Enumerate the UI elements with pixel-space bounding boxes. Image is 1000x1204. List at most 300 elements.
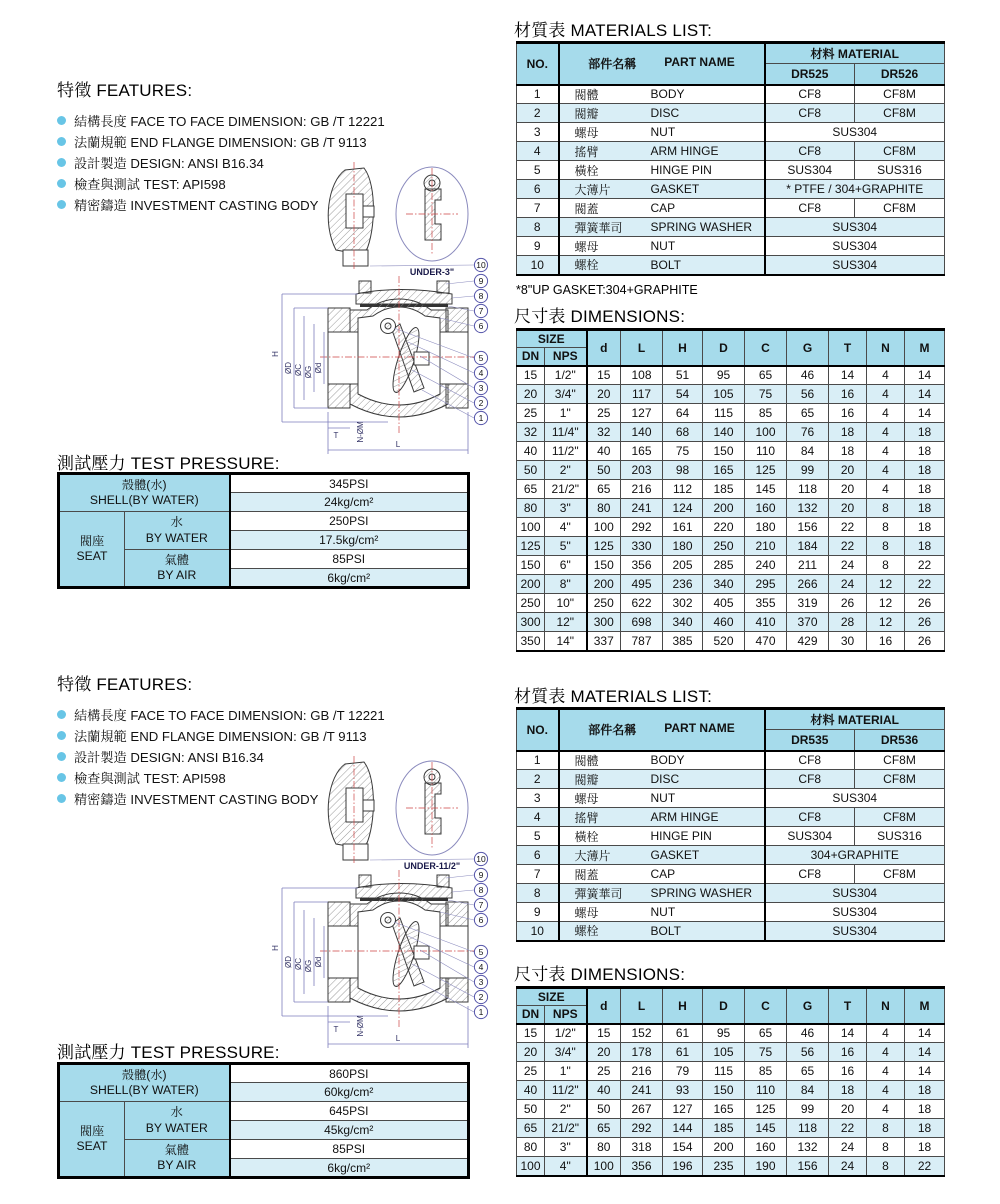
table-cell: 18 bbox=[905, 518, 945, 537]
callout-number: 6 bbox=[478, 915, 484, 925]
table-row bbox=[517, 770, 945, 789]
table-cell: 150 bbox=[517, 556, 545, 575]
callout-number: 10 bbox=[476, 854, 486, 864]
table-row bbox=[517, 613, 945, 632]
feature-text: 精密鑄造 INVESTMENT CASTING BODY bbox=[74, 198, 319, 213]
col-header-n: N bbox=[867, 330, 905, 366]
bullet-icon bbox=[57, 200, 66, 209]
table-cell: 7 bbox=[517, 865, 559, 884]
table-cell: 110 bbox=[745, 1081, 787, 1100]
table-row bbox=[517, 199, 945, 218]
table-cell: 22 bbox=[829, 1119, 867, 1138]
pressure-value: 6kg/cm² bbox=[230, 569, 469, 588]
table-cell: 241 bbox=[621, 1081, 663, 1100]
table-cell: 6 bbox=[517, 180, 559, 199]
table-cell: 250 bbox=[587, 594, 621, 613]
table-cell: 4 bbox=[867, 442, 905, 461]
table-cell: 22 bbox=[905, 556, 945, 575]
table-cell: BODY bbox=[647, 751, 765, 770]
table-cell: 156 bbox=[787, 1157, 829, 1176]
table-row bbox=[517, 556, 945, 575]
table-cell: 8 bbox=[517, 884, 559, 903]
table-cell: 4" bbox=[545, 1157, 587, 1176]
table-cell: 30 bbox=[829, 632, 867, 651]
bullet-icon bbox=[57, 731, 66, 740]
by-air-label-en: BY AIR bbox=[157, 1158, 197, 1172]
table-cell: 15 bbox=[587, 366, 621, 385]
col-partname-header bbox=[559, 709, 765, 751]
table-cell: 4 bbox=[867, 480, 905, 499]
table-cell: 26 bbox=[905, 632, 945, 651]
callout-leader-line bbox=[446, 875, 474, 878]
seat-label-cn: 閥座 bbox=[79, 1123, 105, 1138]
table-cell: 28 bbox=[829, 613, 867, 632]
table-cell: 25 bbox=[517, 1062, 545, 1081]
pressure-value: 85PSI bbox=[230, 550, 469, 569]
table-cell: 16 bbox=[829, 385, 867, 404]
nps-header: NPS bbox=[545, 348, 587, 366]
table-cell: 8 bbox=[517, 218, 559, 237]
col-header-d: d bbox=[587, 988, 621, 1024]
table-cell: 18 bbox=[905, 423, 945, 442]
table-cell: 350 bbox=[517, 632, 545, 651]
table-cell: 140 bbox=[703, 423, 745, 442]
table-cell: 50 bbox=[517, 1100, 545, 1119]
table-cell: 200 bbox=[587, 575, 621, 594]
callout-number: 5 bbox=[478, 947, 484, 957]
table-cell: 210 bbox=[745, 537, 787, 556]
table-cell: 14 bbox=[905, 366, 945, 385]
table-cell: 26 bbox=[905, 613, 945, 632]
by-water-label-cn: 水 bbox=[170, 1105, 183, 1120]
table-cell: 165 bbox=[621, 442, 663, 461]
test-pressure-table bbox=[57, 472, 470, 589]
table-cell: SUS304 bbox=[765, 903, 945, 922]
table-cell: 22 bbox=[905, 1157, 945, 1176]
table-cell: 搖臂 bbox=[559, 808, 647, 827]
callout-number: 8 bbox=[478, 885, 484, 895]
table-row bbox=[517, 594, 945, 613]
table-cell: 12 bbox=[867, 575, 905, 594]
table-cell: 184 bbox=[787, 537, 829, 556]
col-header-n: N bbox=[867, 988, 905, 1024]
table-cell: 14 bbox=[905, 1043, 945, 1062]
dn-header: DN bbox=[517, 348, 545, 366]
table-cell: CF8M bbox=[855, 770, 945, 789]
col-header-h: H bbox=[663, 988, 703, 1024]
table-cell: 100 bbox=[745, 423, 787, 442]
materials-table bbox=[516, 707, 945, 942]
table-cell: CF8M bbox=[855, 199, 945, 218]
table-cell: 132 bbox=[787, 1138, 829, 1157]
table-cell: 117 bbox=[621, 385, 663, 404]
table-cell: 180 bbox=[663, 537, 703, 556]
table-cell: 18 bbox=[905, 537, 945, 556]
table-cell: 160 bbox=[745, 1138, 787, 1157]
valve-body bbox=[320, 276, 476, 434]
table-cell: 340 bbox=[703, 575, 745, 594]
dim-label-og: ØG bbox=[304, 959, 313, 973]
table-cell: 292 bbox=[621, 1119, 663, 1138]
table-cell: 25 bbox=[587, 1062, 621, 1081]
dim-label-od: ØD bbox=[284, 956, 293, 968]
table-cell: 螺栓 bbox=[559, 922, 647, 941]
table-cell: 18 bbox=[905, 499, 945, 518]
partname-en: PART NAME bbox=[664, 55, 735, 70]
pressure-value: 6kg/cm² bbox=[230, 1159, 469, 1178]
table-cell: 50 bbox=[517, 461, 545, 480]
table-cell: 356 bbox=[621, 1157, 663, 1176]
table-cell: CF8 bbox=[765, 808, 855, 827]
table-cell: 319 bbox=[787, 594, 829, 613]
table-cell: 22 bbox=[829, 537, 867, 556]
table-cell: CAP bbox=[647, 199, 765, 218]
table-cell: 144 bbox=[663, 1119, 703, 1138]
col-no-header: NO. bbox=[517, 43, 559, 85]
table-cell: * PTFE / 304+GRAPHITE bbox=[765, 180, 945, 199]
col-header-l: L bbox=[621, 330, 663, 366]
model-a-header: DR535 bbox=[765, 730, 855, 751]
table-cell: 75 bbox=[745, 1043, 787, 1062]
table-cell: 4 bbox=[867, 1062, 905, 1081]
table-row bbox=[517, 1062, 945, 1081]
table-cell: 95 bbox=[703, 1024, 745, 1043]
table-cell: 8 bbox=[867, 518, 905, 537]
table-cell: 5 bbox=[517, 161, 559, 180]
table-cell: 25 bbox=[517, 404, 545, 423]
table-row bbox=[517, 922, 945, 941]
callout-leader-line bbox=[370, 859, 474, 860]
col-header-l: L bbox=[621, 988, 663, 1024]
pressure-value: 645PSI bbox=[230, 1102, 469, 1121]
table-cell: 40 bbox=[587, 442, 621, 461]
table-cell: 20 bbox=[517, 385, 545, 404]
shell-label-cn: 殼體(水) bbox=[121, 1067, 167, 1082]
table-cell: 閥體 bbox=[559, 85, 647, 104]
table-row bbox=[517, 385, 945, 404]
table-cell: 4 bbox=[867, 366, 905, 385]
table-cell: 65 bbox=[587, 1119, 621, 1138]
seat-label-cn: 閥座 bbox=[79, 533, 105, 548]
table-cell: SUS304 bbox=[765, 922, 945, 941]
table-row bbox=[517, 789, 945, 808]
materials-title: 材質表 MATERIALS LIST: bbox=[514, 687, 713, 706]
valve-body bbox=[320, 870, 476, 1028]
feature-text: 檢查與測試 TEST: API598 bbox=[74, 771, 226, 786]
table-cell: 65 bbox=[745, 1024, 787, 1043]
bullet-icon bbox=[57, 773, 66, 782]
dim-label-oc: ØC bbox=[294, 364, 303, 376]
table-cell: 285 bbox=[703, 556, 745, 575]
col-header-t: T bbox=[829, 988, 867, 1024]
table-row bbox=[517, 537, 945, 556]
table-cell: 3" bbox=[545, 1138, 587, 1157]
callout-number: 1 bbox=[478, 1007, 484, 1017]
table-cell: 61 bbox=[663, 1024, 703, 1043]
table-cell: 85 bbox=[745, 404, 787, 423]
table-cell: 110 bbox=[745, 442, 787, 461]
pressure-value: 345PSI bbox=[230, 474, 469, 493]
table-cell: 24 bbox=[829, 1157, 867, 1176]
table-cell: DISC bbox=[647, 104, 765, 123]
table-cell: 236 bbox=[663, 575, 703, 594]
pressure-value: 860PSI bbox=[230, 1064, 469, 1083]
table-row bbox=[517, 256, 945, 275]
seat-label bbox=[59, 512, 125, 588]
callout-number: 5 bbox=[478, 353, 484, 363]
table-cell: 11/2" bbox=[545, 1081, 587, 1100]
table-cell: BOLT bbox=[647, 922, 765, 941]
table-cell: 165 bbox=[703, 1100, 745, 1119]
table-row bbox=[517, 123, 945, 142]
table-cell: 大薄片 bbox=[559, 846, 647, 865]
table-cell: SPRING WASHER bbox=[647, 218, 765, 237]
table-cell: 5 bbox=[517, 827, 559, 846]
table-cell: 115 bbox=[703, 404, 745, 423]
table-cell: 337 bbox=[587, 632, 621, 651]
table-cell: 250 bbox=[703, 537, 745, 556]
shell-label bbox=[59, 474, 230, 512]
table-row bbox=[517, 1043, 945, 1062]
model-b-header: DR536 bbox=[855, 730, 945, 751]
table-cell: 165 bbox=[703, 461, 745, 480]
table-row bbox=[517, 632, 945, 651]
table-cell: 4 bbox=[867, 1024, 905, 1043]
nps-header: NPS bbox=[545, 1006, 587, 1024]
col-header-t: T bbox=[829, 330, 867, 366]
table-cell: 4 bbox=[867, 461, 905, 480]
table-cell: 4 bbox=[867, 423, 905, 442]
table-cell: 閥體 bbox=[559, 751, 647, 770]
callout-number: 7 bbox=[478, 900, 484, 910]
col-header-c: C bbox=[745, 330, 787, 366]
table-cell: CF8M bbox=[855, 85, 945, 104]
table-cell: 24 bbox=[829, 575, 867, 594]
table-cell: 1" bbox=[545, 1062, 587, 1081]
table-cell: 100 bbox=[517, 518, 545, 537]
table-row bbox=[517, 518, 945, 537]
table-cell: 12" bbox=[545, 613, 587, 632]
feature-text: 結構長度 FACE TO FACE DIMENSION: GB /T 12221 bbox=[74, 114, 385, 129]
table-cell: 21/2" bbox=[545, 1119, 587, 1138]
hinge-detail-oval bbox=[396, 167, 468, 277]
by-water-label-cn: 水 bbox=[170, 515, 183, 530]
table-cell: SUS304 bbox=[765, 884, 945, 903]
table-row bbox=[517, 180, 945, 199]
table-cell: 26 bbox=[905, 594, 945, 613]
table-cell: 4 bbox=[867, 1100, 905, 1119]
table-cell: 405 bbox=[703, 594, 745, 613]
dim-label-odb: Ød bbox=[314, 362, 323, 374]
table-cell: 6 bbox=[517, 846, 559, 865]
callout-number: 3 bbox=[478, 383, 484, 393]
table-cell: 18 bbox=[905, 480, 945, 499]
table-cell: 8" bbox=[545, 575, 587, 594]
table-cell: 495 bbox=[621, 575, 663, 594]
table-row bbox=[517, 1138, 945, 1157]
table-cell: CF8 bbox=[765, 142, 855, 161]
callout-number: 10 bbox=[476, 260, 486, 270]
table-cell: 125 bbox=[587, 537, 621, 556]
table-row bbox=[517, 751, 945, 770]
table-cell: 105 bbox=[703, 1043, 745, 1062]
table-cell: BOLT bbox=[647, 256, 765, 275]
dim-label-h: H bbox=[271, 945, 280, 951]
table-row bbox=[517, 104, 945, 123]
table-cell: 20 bbox=[587, 385, 621, 404]
table-cell: 115 bbox=[703, 1062, 745, 1081]
table-cell: CF8 bbox=[765, 751, 855, 770]
table-cell: 20 bbox=[517, 1043, 545, 1062]
table-cell: 429 bbox=[787, 632, 829, 651]
col-partname-header bbox=[559, 43, 765, 85]
feature-item bbox=[57, 110, 487, 131]
dim-label-nm: N-ØM bbox=[356, 1015, 365, 1037]
table-cell: 200 bbox=[703, 499, 745, 518]
dim-label-t: T bbox=[333, 1025, 339, 1034]
table-cell: 32 bbox=[587, 423, 621, 442]
shell-label-en: SHELL(BY WATER) bbox=[89, 493, 199, 507]
dim-label-l: L bbox=[395, 1034, 401, 1043]
table-cell: 180 bbox=[745, 518, 787, 537]
table-row bbox=[517, 85, 945, 104]
by-water-label bbox=[125, 1102, 230, 1140]
table-cell: 99 bbox=[787, 1100, 829, 1119]
table-cell: 80 bbox=[587, 499, 621, 518]
table-row bbox=[517, 404, 945, 423]
table-cell: 124 bbox=[663, 499, 703, 518]
table-cell: HINGE PIN bbox=[647, 827, 765, 846]
feature-text: 設計製造 DESIGN: ANSI B16.34 bbox=[74, 156, 264, 171]
pressure-value: 24kg/cm² bbox=[230, 493, 469, 512]
table-cell: 330 bbox=[621, 537, 663, 556]
model-a-header: DR525 bbox=[765, 64, 855, 85]
table-cell: 295 bbox=[745, 575, 787, 594]
table-cell: 4 bbox=[867, 385, 905, 404]
table-cell: 螺栓 bbox=[559, 256, 647, 275]
table-cell: 190 bbox=[745, 1157, 787, 1176]
table-cell: 18 bbox=[829, 423, 867, 442]
table-cell: 125 bbox=[745, 461, 787, 480]
col-header-dcap: D bbox=[703, 330, 745, 366]
table-cell: 160 bbox=[745, 499, 787, 518]
table-cell: GASKET bbox=[647, 846, 765, 865]
dim-label-oc: ØC bbox=[294, 958, 303, 970]
table-cell: 50 bbox=[587, 461, 621, 480]
table-cell: 410 bbox=[745, 613, 787, 632]
table-cell: 200 bbox=[703, 1138, 745, 1157]
table-cell: 4 bbox=[517, 142, 559, 161]
size-header: SIZE bbox=[517, 988, 587, 1006]
table-cell: 185 bbox=[703, 1119, 745, 1138]
table-cell: 10 bbox=[517, 922, 559, 941]
table-cell: 18 bbox=[905, 1081, 945, 1100]
table-cell: 21/2" bbox=[545, 480, 587, 499]
table-cell: 24 bbox=[829, 1138, 867, 1157]
table-cell: 20 bbox=[829, 480, 867, 499]
test-pressure-title: 測試壓力 TEST PRESSURE: bbox=[57, 454, 280, 473]
table-row bbox=[517, 499, 945, 518]
table-cell: 216 bbox=[621, 480, 663, 499]
feature-text: 檢查與測試 TEST: API598 bbox=[74, 177, 226, 192]
table-cell: 10" bbox=[545, 594, 587, 613]
table-cell: ARM HINGE bbox=[647, 808, 765, 827]
table-cell: 118 bbox=[787, 480, 829, 499]
table-cell: 22 bbox=[829, 518, 867, 537]
table-cell: 211 bbox=[787, 556, 829, 575]
table-cell: 150 bbox=[587, 556, 621, 575]
table-row bbox=[517, 846, 945, 865]
table-cell: CF8 bbox=[765, 85, 855, 104]
bullet-icon bbox=[57, 710, 66, 719]
bullet-icon bbox=[57, 752, 66, 761]
table-row bbox=[517, 237, 945, 256]
table-cell: 搖臂 bbox=[559, 142, 647, 161]
table-cell: 8 bbox=[867, 537, 905, 556]
table-cell: 20 bbox=[587, 1043, 621, 1062]
table-cell: SUS304 bbox=[765, 161, 855, 180]
col-material-header: 材料 MATERIAL bbox=[765, 43, 945, 64]
table-cell: 8 bbox=[867, 1157, 905, 1176]
table-cell: NUT bbox=[647, 789, 765, 808]
table-cell: 20 bbox=[829, 499, 867, 518]
pressure-value: 45kg/cm² bbox=[230, 1121, 469, 1140]
table-cell: 300 bbox=[517, 613, 545, 632]
table-row bbox=[517, 865, 945, 884]
table-cell: CF8 bbox=[765, 104, 855, 123]
table-row bbox=[517, 461, 945, 480]
dn-header: DN bbox=[517, 1006, 545, 1024]
table-row bbox=[517, 1100, 945, 1119]
by-air-label-en: BY AIR bbox=[157, 568, 197, 582]
col-no-header: NO. bbox=[517, 709, 559, 751]
col-header-m: M bbox=[905, 330, 945, 366]
feature-item bbox=[57, 131, 487, 152]
bullet-icon bbox=[57, 794, 66, 803]
table-cell: 25 bbox=[587, 404, 621, 423]
table-cell: 14 bbox=[905, 385, 945, 404]
table-cell: 40 bbox=[517, 442, 545, 461]
table-row bbox=[517, 1081, 945, 1100]
partname-cn: 部件名稱 bbox=[588, 723, 637, 738]
table-cell: 100 bbox=[587, 1157, 621, 1176]
table-cell: 24 bbox=[829, 556, 867, 575]
table-cell: SUS316 bbox=[855, 827, 945, 846]
table-cell: 2 bbox=[517, 770, 559, 789]
table-cell: 250 bbox=[517, 594, 545, 613]
table-cell: 5" bbox=[545, 537, 587, 556]
col-header-g: G bbox=[787, 988, 829, 1024]
table-cell: 閥蓋 bbox=[559, 199, 647, 218]
feature-text: 精密鑄造 INVESTMENT CASTING BODY bbox=[74, 792, 319, 807]
table-cell: SUS304 bbox=[765, 789, 945, 808]
table-cell: 80 bbox=[517, 499, 545, 518]
size-header: SIZE bbox=[517, 330, 587, 348]
table-cell: 1/2" bbox=[545, 366, 587, 385]
partname-cn: 部件名稱 bbox=[588, 57, 637, 72]
table-cell: SUS304 bbox=[765, 237, 945, 256]
feature-text: 法蘭規範 END FLANGE DIMENSION: GB /T 9113 bbox=[74, 729, 367, 744]
dim-label-h: H bbox=[271, 351, 280, 357]
table-cell: 12 bbox=[867, 613, 905, 632]
table-cell: 318 bbox=[621, 1138, 663, 1157]
table-cell: 20 bbox=[829, 461, 867, 480]
table-cell: 470 bbox=[745, 632, 787, 651]
table-cell: 75 bbox=[745, 385, 787, 404]
table-cell: 46 bbox=[787, 366, 829, 385]
table-cell: 40 bbox=[587, 1081, 621, 1100]
table-cell: 彈簧華司 bbox=[559, 884, 647, 903]
